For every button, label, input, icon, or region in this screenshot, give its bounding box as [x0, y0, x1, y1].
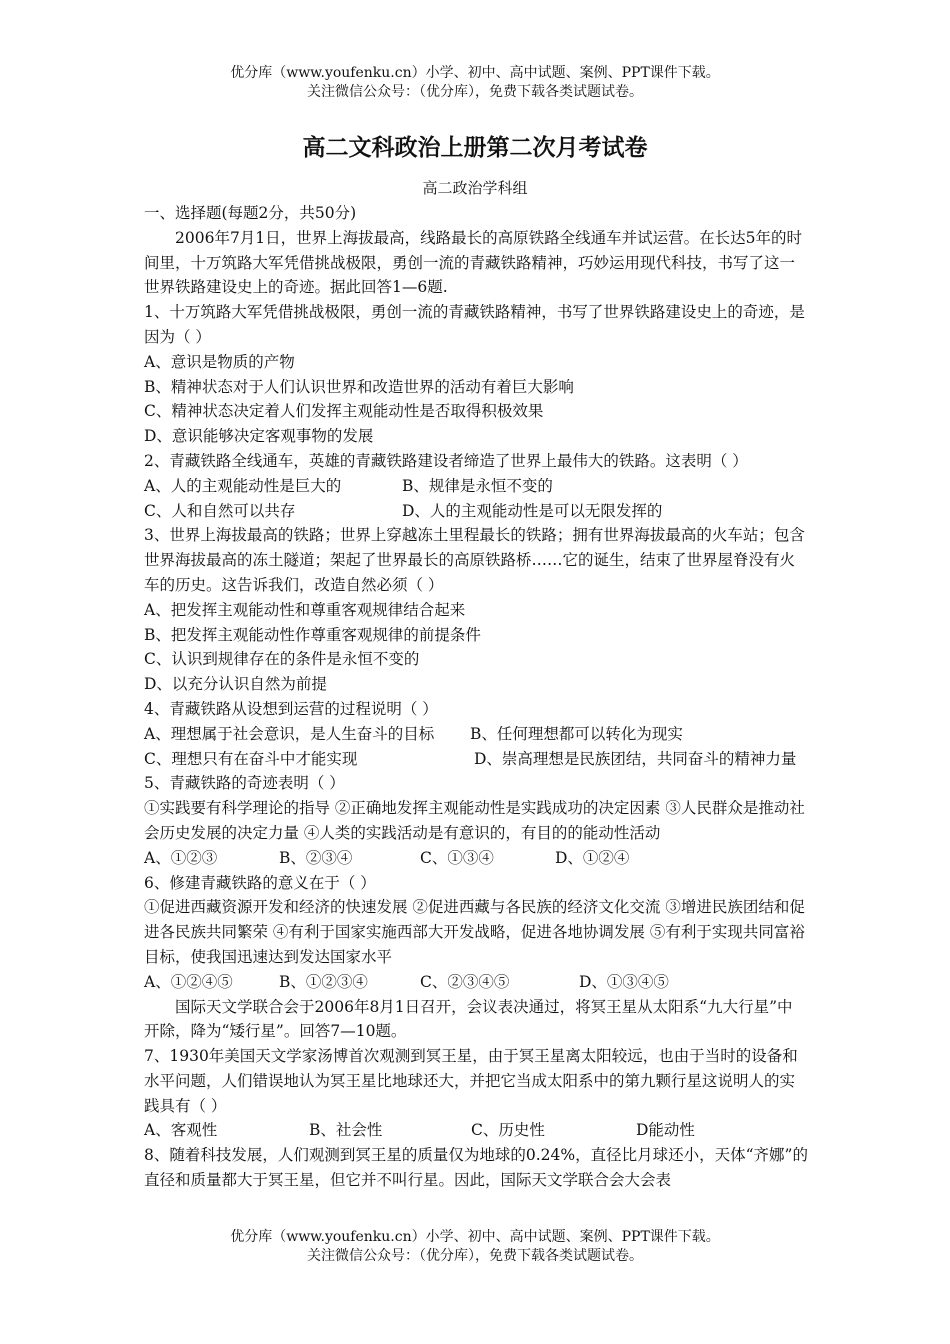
q1-stem: 1、十万筑路大军凭借挑战极限，勇创一流的青藏铁路精神，书写了世界铁路建设史上的奇迹，是因为（ ）	[144, 303, 805, 346]
q5-options	[144, 846, 808, 871]
q4-options-row-1	[144, 722, 808, 747]
q4-options-row-2	[144, 747, 808, 772]
q4-option-c: C、理想只有在奋斗中才能实现	[144, 749, 358, 768]
q7-option-a: A、客观性	[144, 1121, 218, 1140]
page-footer	[0, 1228, 950, 1266]
q1-option-a: A、意识是物质的产物	[144, 352, 295, 371]
q5-option-b: B、②③④	[279, 848, 353, 867]
q1-option-d: D、意识能够决定客观事物的发展	[144, 427, 374, 446]
q2-option-c: C、人和自然可以共存	[144, 501, 296, 520]
exam-body	[144, 201, 808, 1193]
q4-stem: 4、青藏铁路从设想到运营的过程说明（ ）	[144, 699, 438, 718]
page-header	[0, 64, 950, 102]
q6-options	[144, 970, 808, 995]
q3-option-a: A、把发挥主观能动性和尊重客观规律结合起来	[144, 600, 466, 619]
page-title: 高二文科政治上册第二次月考试卷	[302, 134, 648, 161]
q6-option-b: B、①②③④	[279, 972, 368, 991]
q6-option-a: A、①②④⑤	[144, 972, 233, 991]
q2-option-d: D、人的主观能动性是可以无限发挥的	[402, 501, 663, 520]
q3-stem: 3、世界上海拔最高的铁路；世界上穿越冻土里程最长的铁路；拥有世界海拔最高的火车站；包含世界海拔最高的冻土隧道；架起了世界最长的高原铁路桥……它的诞生，结束了世界屋脊没有火车的历史。这告诉我们，改造自然必须（ ）	[144, 526, 805, 594]
q2-options-row-1	[144, 474, 808, 499]
q6-option-c: C、②③④⑤	[420, 972, 510, 991]
q7-option-b: B、社会性	[309, 1121, 383, 1140]
header-line-2: 关注微信公众号：（优分库），免费下载各类试题试卷。	[307, 84, 643, 100]
header-line-1: 优分库（www.youfenku.cn）小学、初中、高中试题、案例、PPT课件下载。	[230, 65, 720, 81]
q5-option-a: A、①②③	[144, 848, 218, 867]
q8-stem: 8、随着科技发展，人们观测到冥王星的质量仅为地球的0.24%，直径比月球还小，天体“齐娜”的直径和质量都大于冥王星，但它并不叫行星。因此，国际天文学联合会大会表	[144, 1146, 808, 1190]
section-heading: 一、选择题(每题2分，共50分)	[144, 204, 357, 222]
q2-option-b: B、规律是永恒不变的	[402, 476, 553, 495]
footer-line-2: 关注微信公众号：（优分库），免费下载各类试题试卷。	[307, 1248, 643, 1264]
page-subtitle: 高二政治学科组	[422, 179, 528, 197]
q1-option-c: C、精神状态决定着人们发挥主观能动性是否取得积极效果	[144, 402, 544, 421]
q5-stem: 5、青藏铁路的奇迹表明（ ）	[144, 774, 345, 793]
q7-options	[144, 1118, 808, 1143]
q3-option-c: C、认识到规律存在的条件是永恒不变的	[144, 650, 420, 669]
q3-option-b: B、把发挥主观能动性作尊重客观规律的前提条件	[144, 625, 481, 644]
q5-items: ①实践要有科学理论的指导 ②正确地发挥主观能动性是实践成功的决定因素 ③人民群众是推动社会历史发展的决定力量 ④人类的实践活动是有意识的，有目的的能动性活动	[144, 799, 805, 842]
q4-option-a: A、理想属于社会意识，是人生奋斗的目标	[144, 724, 435, 743]
passage-2: 国际天文学联合会于2006年8月1日召开，会议表决通过，将冥王星从太阳系“九大行星”中开除，降为“矮行星”。回答7—10题。	[144, 997, 793, 1041]
q5-option-c: C、①③④	[420, 848, 494, 867]
q7-option-d: D能动性	[636, 1121, 695, 1140]
q6-items: ①促进西藏资源开发和经济的快速发展 ②促进西藏与各民族的经济文化交流 ③增进民族团结和促进各民族共同繁荣 ④有利于国家实施西部大开发战略，促进各地协调发展 ⑤有利于实现共同富裕目标，使我国迅速达到发达国家水平	[144, 898, 805, 966]
q2-option-a: A、人的主观能动性是巨大的	[144, 476, 342, 495]
q5-option-d: D、①②④	[555, 848, 630, 867]
q6-option-d: D、①③④⑤	[579, 972, 669, 991]
q4-option-b: B、任何理想都可以转化为现实	[470, 724, 683, 743]
q2-options-row-2	[144, 499, 808, 524]
q1-option-b: B、精神状态对于人们认识世界和改造世界的活动有着巨大影响	[144, 377, 574, 396]
footer-line-1: 优分库（www.youfenku.cn）小学、初中、高中试题、案例、PPT课件下载。	[230, 1229, 720, 1245]
q6-stem: 6、修建青藏铁路的意义在于（ ）	[144, 873, 376, 892]
q2-stem: 2、青藏铁路全线通车，英雄的青藏铁路建设者缔造了世界上最伟大的铁路。这表明（ ）	[144, 451, 748, 470]
q7-option-c: C、历史性	[471, 1121, 545, 1140]
q4-option-d: D、崇高理想是民族团结，共同奋斗的精神力量	[474, 749, 797, 768]
passage-1: 2006年7月1日，世界上海拔最高，线路最长的高原铁路全线通车并试运营。在长达5年的时间里，十万筑路大军凭借挑战极限，勇创一流的青藏铁路精神，巧妙运用现代科技，书写了这一世界铁路建设史上的奇迹。据此回答1—6题.	[144, 228, 803, 297]
q7-stem: 7、1930年美国天文学家汤博首次观测到冥王星，由于冥王星离太阳较远，也由于当时的设备和水平问题，人们错误地认为冥王星比地球还大，并把它当成太阳系中的第九颗行星这说明人的实践具有（ ）	[144, 1047, 798, 1115]
q3-option-d: D、以充分认识自然为前提	[144, 675, 327, 694]
